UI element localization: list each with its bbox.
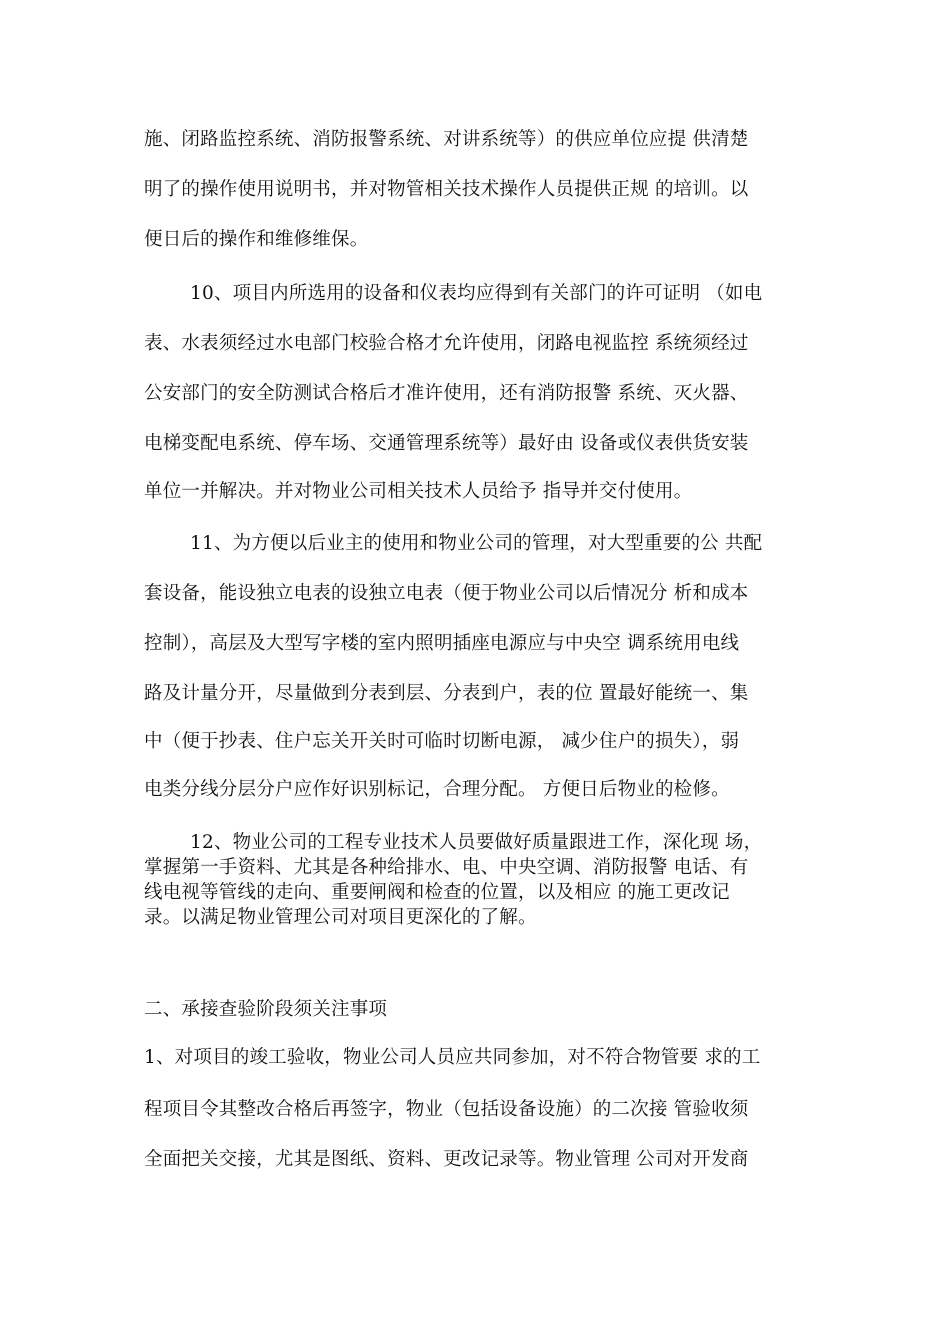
text-line-11: 控制），高层及大型写字楼的室内照明插座电源应与中央空 调系统用电线: [144, 633, 740, 654]
text-line-8: 单位一并解决。并对物业公司相关技术人员给予 指导并交付使用。: [144, 481, 693, 502]
text-line-6: 公安部门的安全防测试合格后才准许使用，还有消防报警 系统、灭火器、: [144, 383, 749, 404]
section-heading: 二、承接查验阶段须关注事项: [144, 999, 388, 1020]
text-line-13: 中（便于抄表、住户忘关开关时可临时切断电源， 减少住户的损失），弱: [144, 731, 740, 752]
paragraph-11-first-line: 11、为方便以后业主的使用和物业公司的管理，对大型重要的公 共配: [190, 533, 763, 554]
text-line-3: 便日后的操作和维修维保。: [144, 229, 369, 250]
text-line-22: 全面把关交接，尤其是图纸、资料、更改记录等。物业管理 公司对开发商: [144, 1149, 749, 1170]
text-line-18: 录。以满足物业管理公司对项目更深化的了解。: [144, 907, 537, 928]
text-line-20: 1、对项目的竣工验收，物业公司人员应共同参加，对不符合物管要 求的工: [144, 1047, 761, 1068]
paragraph-12-first-line: 12、物业公司的工程专业技术人员要做好质量跟进工作，深化现 场，: [190, 832, 763, 853]
text-line-7: 电梯变配电系统、停车场、交通管理系统等）最好由 设备或仪表供货安装: [144, 433, 749, 454]
text-line-14: 电类分线分层分户应作好识别标记，合理分配。 方便日后物业的检修。: [144, 779, 730, 800]
text-line-1: 施、闭路监控系统、消防报警系统、对讲系统等）的供应单位应提 供清楚: [144, 129, 749, 150]
text-line-16: 掌握第一手资料、尤其是各种给排水、电、中央空调、消防报警 电话、有: [144, 857, 749, 878]
text-line-12: 路及计量分开，尽量做到分表到层、分表到户，表的位 置最好能统一、集: [144, 683, 749, 704]
paragraph-10-first-line: 10、项目内所选用的设备和仪表均应得到有关部门的许可证明 （如电: [190, 283, 763, 304]
text-line-21: 程项目令其整改合格后再签字，物业（包括设备设施）的二次接 管验收须: [144, 1099, 749, 1120]
text-line-10: 套设备，能设独立电表的设独立电表（便于物业公司以后情况分 析和成本: [144, 583, 749, 604]
text-line-2: 明了的操作使用说明书，并对物管相关技术操作人员提供正规 的培训。以: [144, 179, 749, 200]
text-line-17: 线电视等管线的走向、重要闸阀和检查的位置，以及相应 的施工更改记: [144, 882, 730, 903]
text-line-5: 表、水表须经过水电部门校验合格才允许使用，闭路电视监控 系统须经过: [144, 333, 749, 354]
